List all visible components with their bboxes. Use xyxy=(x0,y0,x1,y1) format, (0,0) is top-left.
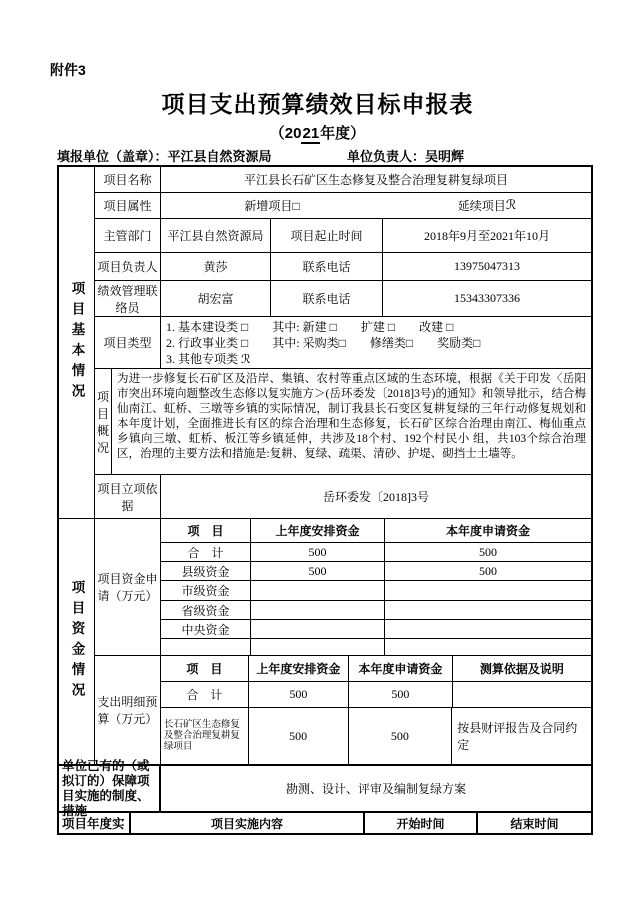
type-line-1: 1. 基本建设类 □ 其中: 新建 □ 扩建 □ 改建 □ xyxy=(166,319,454,334)
project-name-value: 平江县长石矿区生态修复及整合治理复耕复绿项目 xyxy=(243,173,508,187)
row-project-type xyxy=(95,317,591,369)
funding-row-city xyxy=(161,581,591,601)
row-overview xyxy=(95,369,591,475)
detail-header-item: 项 目 xyxy=(161,656,249,681)
overview-label: 项目概况 xyxy=(95,369,112,474)
funding-county-prev: 500 xyxy=(251,562,385,580)
funding-county-curr: 500 xyxy=(479,563,497,578)
continuation-checked-mark: ℛ xyxy=(505,198,517,213)
page-title: 项目支出预算绩效目标申报表 xyxy=(161,91,474,117)
funding-province-curr xyxy=(385,601,591,619)
period-value: 2018年9月至2021年10月 xyxy=(423,229,550,243)
basis-label: 项目立项依据 xyxy=(95,475,161,518)
detail-project-name: 长石矿区生态修复及整合治理复耕复绿项目 xyxy=(161,708,249,764)
row-leader xyxy=(95,253,591,281)
funding-row-province xyxy=(161,601,591,620)
unit-head xyxy=(347,146,464,165)
detail-total-note xyxy=(453,682,591,707)
filler-value: 平江县自然资源局 xyxy=(167,149,272,164)
funding-header-curr: 本年度申请资金 xyxy=(445,524,530,538)
funding-request-block xyxy=(95,519,591,656)
attachment-number: 附件3 xyxy=(50,62,86,78)
contact-label: 绩效管理联络员 xyxy=(95,281,161,316)
declaration-table xyxy=(57,165,593,835)
measures-value: 勘测、设计、评审及编制复绿方案 xyxy=(285,782,466,796)
end-time-header: 结束时间 xyxy=(510,816,559,831)
filler-unit xyxy=(57,146,272,165)
funding-row-central xyxy=(161,620,591,639)
funding-city-name: 市级资金 xyxy=(161,581,251,600)
overview-text: 为进一步修复长石矿区及沿岸、集镇、农村等重点区域的生态环境，根据《关于印发〈岳阳市突出环境向题整改生态修以复实施方＞(岳环委发〔2018]3号)的通知》和领导批示，结合梅仙南江、虹桥、三墩等乡镇的实际情况，制订我县长石变区复耕复绿的三年行动修复规划和本年度计划，全面推进长有区的综合治理和生态修复，长石矿区综合治理由南江、梅仙重点乡镇向三墩、虹桥、板江等乡镇延伸，共涉及18个村、192个村民小 组，共103个综合治理区，治理的主要方法和措施是:复耕、复绿、疏渠、清砂、护堤、砌挡士土墙等。 xyxy=(117,373,586,460)
phone-label: 联系电话 xyxy=(271,253,383,280)
row-basis xyxy=(95,475,591,518)
leader-value: 黄莎 xyxy=(161,253,271,280)
funding-row-empty xyxy=(161,639,591,655)
funding-header-prev: 上年度安排资金 xyxy=(251,519,385,542)
funding-province-prev xyxy=(251,601,385,619)
funding-row-county xyxy=(161,562,591,581)
type-line-3: 3. 其他专项类 ℛ xyxy=(166,351,251,366)
type-line-2: 2. 行政事业类 □ 其中: 采购类□ 修缮类□ 奖励类□ xyxy=(166,335,481,350)
basis-value: 岳环委发〔2018]3号 xyxy=(323,490,429,504)
funding-empty-prev xyxy=(251,639,385,655)
row-department xyxy=(95,219,591,253)
funding-central-name: 中央资金 xyxy=(161,620,251,638)
funding-city-curr xyxy=(385,581,591,600)
row-measures xyxy=(59,758,591,818)
funding-empty-curr xyxy=(385,639,591,655)
year-line xyxy=(0,122,635,143)
section-basic xyxy=(59,167,591,519)
project-type-options xyxy=(161,317,591,368)
head-value: 吴明辉 xyxy=(425,149,465,164)
year-prefix: （20 xyxy=(269,125,302,142)
project-type-label: 项目类型 xyxy=(95,317,161,368)
expenditure-detail-block xyxy=(95,656,591,764)
detail-project-curr: 500 xyxy=(349,708,453,764)
funding-city-prev xyxy=(251,581,385,600)
detail-project-prev: 500 xyxy=(249,708,349,764)
detail-header-row xyxy=(161,656,591,682)
detail-row-total xyxy=(161,682,591,708)
row-annual-plan-header xyxy=(59,811,591,833)
detail-row-project xyxy=(161,708,591,764)
project-attr-label: 项目属性 xyxy=(95,193,161,218)
row-project-attr xyxy=(95,193,591,219)
funding-county-name: 县级资金 xyxy=(161,562,251,580)
department-label: 主管部门 xyxy=(95,219,161,252)
detail-header-note: 测算依据及说明 xyxy=(479,662,564,676)
funding-empty-name xyxy=(161,639,251,655)
detail-header-prev: 上年度安排资金 xyxy=(249,656,349,681)
funding-header-row xyxy=(161,519,591,543)
section-funding-title: 项目资金情况 xyxy=(59,519,95,764)
funding-total-prev: 500 xyxy=(251,543,385,561)
project-name-label: 项目名称 xyxy=(95,167,161,192)
funding-province-name: 省级资金 xyxy=(161,601,251,619)
year-underlined: 21 xyxy=(302,125,320,142)
funding-request-label: 项目资金申请（万元） xyxy=(95,519,161,655)
funding-central-prev xyxy=(251,620,385,638)
head-label: 单位负责人： xyxy=(347,149,426,164)
filler-label: 填报单位（盖章）： xyxy=(57,149,168,164)
detail-project-note: 按县财评报告及合同约定 xyxy=(457,721,578,752)
contact-value: 胡宏富 xyxy=(161,281,271,316)
department-value: 平江县自然资源局 xyxy=(161,219,271,252)
section-funding xyxy=(59,519,591,764)
funding-total-name: 合 计 xyxy=(161,543,251,561)
phone2-label: 联系电话 xyxy=(271,281,383,316)
phone2-value: 15343307336 xyxy=(454,291,520,305)
funding-row-total xyxy=(161,543,591,562)
row-performance-contact xyxy=(95,281,591,317)
expenditure-label: 支出明细预算（万元） xyxy=(95,656,161,764)
year-suffix: 年度） xyxy=(320,125,366,142)
detail-total-curr: 500 xyxy=(349,682,453,707)
detail-header-curr: 本年度申请资金 xyxy=(349,656,453,681)
funding-total-curr: 500 xyxy=(479,544,497,559)
row-project-name xyxy=(95,167,591,193)
funding-central-curr xyxy=(385,620,591,638)
measures-label: 单位已有的（或拟订的）保障项目实施的制度、措施 xyxy=(59,766,161,811)
attr-new-option: 新增项目□ xyxy=(244,199,300,213)
detail-total-prev: 500 xyxy=(249,682,349,707)
annual-plan-label: 项目年度实 xyxy=(59,813,131,833)
impl-content-header: 项目实施内容 xyxy=(131,813,365,833)
period-label: 项目起止时间 xyxy=(271,219,383,252)
section-basic-title: 项目基本情况 xyxy=(59,167,95,518)
start-time-header: 开始时间 xyxy=(365,813,478,833)
funding-header-item: 项 目 xyxy=(161,519,251,542)
phone-value: 13975047313 xyxy=(454,259,520,273)
detail-total-name: 合 计 xyxy=(161,682,249,707)
attr-continuation-option: 延续项目 ℛ xyxy=(457,198,517,213)
leader-label: 项目负责人 xyxy=(95,253,161,280)
